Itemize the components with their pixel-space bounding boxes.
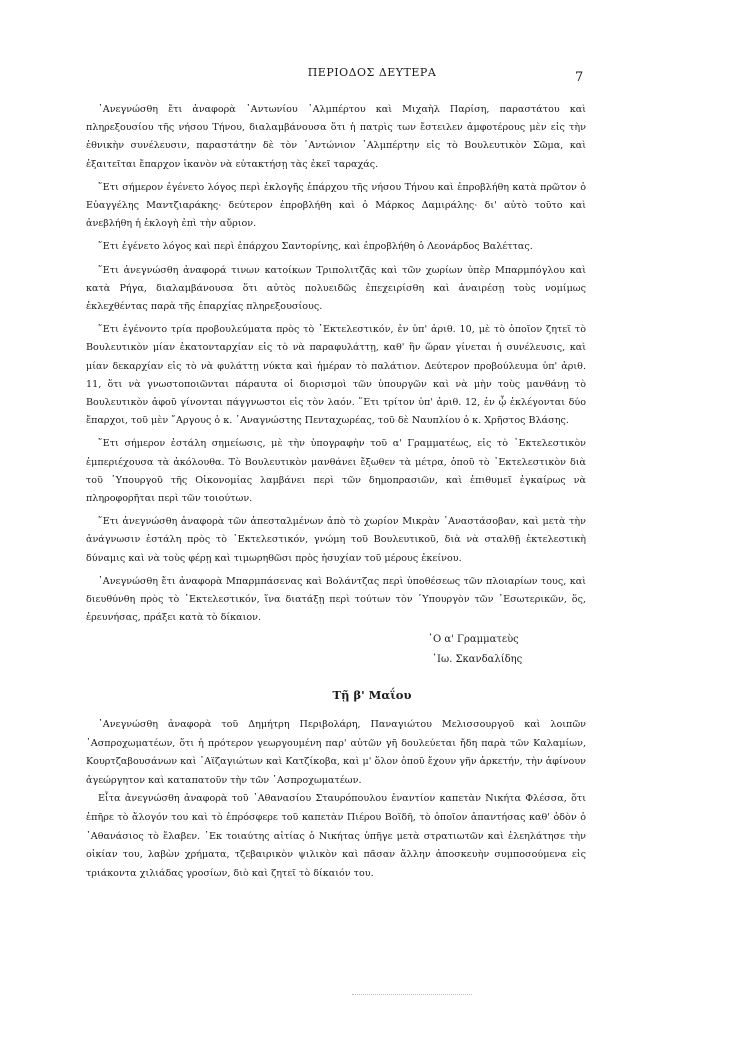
minutes-body: [86, 101, 586, 632]
section-heading: Τῇ β' Μαΐου: [332, 688, 412, 702]
paragraph: ῞Ετι ἀνεγνώσθη ἀναφορὰ τῶν ἀπεσταλμένων ἀπὸ τὸ χωρίον Μικρὰν ᾿Αναστάσοβαν, καὶ μετὰ τὴν ἀνάγνωσιν ἐστάλη πρὸς τὸ ᾿Εκτελεστικόν, γνώμη τοῦ Βουλευτικοῦ, διὰ νὰ σταλθῇ ἐκτελεστικὴ δύναμις καὶ νὰ τοὺς φέρῃ καὶ τιμωρηθῶσι πρὸς ἡσυχίαν τοῦ μέρους ἐκείνου.: [86, 516, 586, 564]
signature-title: ῾Ο α' Γραμματεὺς: [428, 634, 519, 645]
signature-name: ᾿Ιω. Σκανδαλίδης: [432, 654, 523, 665]
paragraph: ᾿Ανεγνώσθη ἔτι ἀναφορὰ Μπαρμπάσενας καὶ Βολάντζας περὶ ὑποθέσεως τῶν πλοιαρίων τους, καὶ διευθύνθη πρὸς τὸ ᾿Εκτελεστικόν, ἵνα διατάξῃ περὶ τούτων τὸν ῾Υπουργὸν τῶν ᾿Εσωτερικῶν, ὅς, ἐρευνήσας, πράξει κατὰ τὸ δίκαιον.: [86, 575, 586, 624]
paragraph: ᾿Ανεγνώσθη ἔτι ἀναφορὰ ᾿Αντωνίου ᾿Αλμπέρτου καὶ Μιχαὴλ Παρίση, παραστάτου καὶ πληρεξουσίου τῆς νήσου Τήνου, διαλαμβάνουσα ὅτι ἡ πατρὶς των ἔστειλεν ἀμφοτέρους μὲν εἰς τὴν ἐθνικὴν συνέλευσιν, παραστάτην δὲ τὸν ᾿Αντώνιον ᾿Αλμπέρτην εἰς τὸ Βουλευτικὸν Σῶμα, καὶ ἐξαιτεῖται ἔπαρχον ἱκανὸν νὰ εὐτακτήσῃ τὰς ἐκεῖ ταραχάς.: [86, 104, 586, 170]
running-title: ΠΕΡΙΟΔΟΣ ΔΕΥΤΕΡΑ: [307, 66, 437, 79]
paragraph: ῞Ετι σήμερον ἐγένετο λόγος περὶ ἐκλογῆς ἐπάρχου τῆς νήσου Τήνου καὶ ἐπροβλήθη κατὰ πρῶτον ὁ Εὐαγγέλης Μαντζιαράκης· δεύτερον ἐπροβλήθη καὶ ὁ Μάρκος Δαμιράλης· δι' αὐτὸ τοῦτο καὶ ἀνεβλήθη ἡ ἐκλογὴ ἐπὶ τὴν αὔριον.: [86, 181, 586, 230]
paragraph: ῞Ετι σήμερον ἐστάλη σημείωσις, μὲ τὴν ὑπογραφὴν τοῦ α' Γραμματέως, εἰς τὸ ᾿Εκτελεστικὸν ἐμπεριέχουσα τὰ ἀκόλουθα. Τὸ Βουλευτικὸν μανθάνει ἔξωθεν τὰ μέτρα, ὁποῦ τὸ ᾿Εκτελεστικὸν διὰ τοῦ ῾Υπουργοῦ τῆς Οἰκονομίας λαμβάνει περὶ τῶν δημοπρασιῶν, καὶ ἐπιθυμεῖ ἐγκαίρως νὰ πληροφορῆται περὶ τῶν τοιούτων.: [86, 438, 586, 505]
section-body: [86, 716, 586, 883]
paragraph: ῞Ετι ἐγένετο λόγος καὶ περὶ ἐπάρχου Σαντορίνης, καὶ ἐπροβλήθη ὁ Λεονάρδος Βαλέττας.: [98, 241, 533, 253]
paragraph: ᾿Ανεγνώσθη ἀναφορὰ τοῦ Δημήτρη Περιβολάρη, Παναγιώτου Μελισσουργοῦ καὶ λοιπῶν ᾿Ασπροχωματέων, ὅτι ἡ πρότερον γεωργουμένη παρ' αὐτῶν γῆ δουλεύεται ἤδη παρὰ τῶν Καλαμίων, Κουρτζαβουσάνων καὶ ᾿Αϊζαγιώτων καὶ Κατζίκοβα, καὶ μ' ὅλον ὁποῦ ἔχουν γῆν ἀρκετήν, τὴν ἀφίνουν ἀγεώργητον καὶ καταπατοῦν τὴν τῶν ᾿Ασπροχωματέων.: [86, 719, 586, 786]
page-bottom-mark: [352, 994, 472, 996]
paragraph: Εἶτα ἀνεγνώσθη ἀναφορὰ τοῦ ᾿Αθανασίου Σταυρόπουλου ἐναντίον καπετὰν Νικήτα Φλέσσα, ὅτι ἐπῆρε τὸ ἄλογόν του καὶ τὸ ἐπρόσφερε τοῦ καπετὰν Πιέρου Βοϊδῆ, τὸ ὁποῖον ἀπαντήσας καθ' ὁδὸν ὁ ᾿Αθανάσιος τὸ ἔλαβεν. ᾿Εκ τοιαύτης αἰτίας ὁ Νικήτας ὑπῆγε μετὰ στρατιωτῶν καὶ ἐλεηλάτησε τὴν οἰκίαν του, λαβὼν χρήματα, τζεβαιρικὸν ψιλικὸν καὶ πᾶσαν ἄλλην ἀποσκευὴν συμποσούμενα εἰς τριάκοντα χιλιάδας γροσίων, διὸ καὶ ζητεῖ τὸ δίκαιόν του.: [86, 793, 586, 879]
paragraph: ῞Ετι ἀνεγνώσθη ἀναφορά τινων κατοίκων Τριπολιτζᾶς καὶ τῶν χωρίων ὑπὲρ Μπαρμπόγλου καὶ κατὰ Ρήγα, διαλαμβάνουσα ὅτι αὐτὸς πολυειδῶς ἐπεχειρίσθη καὶ ἀναιρέσῃ τοὺς νομίμως ἐκλεχθέντας παρὰ τῆς ἐπαρχίας πληρεξουσίους.: [86, 264, 586, 313]
page-number: 7: [575, 70, 584, 85]
signature-block: [428, 630, 522, 670]
paragraph: ῞Ετι ἐγένοντο τρία προβουλεύματα πρὸς τὸ ᾿Εκτελεστικόν, ἐν ὑπ' ἀριθ. 10, μὲ τὸ ὁποῖον ζητεῖ τὸ Βουλευτικὸν μίαν ἑκατονταρχίαν εἰς τὸ νὰ παραφυλάττῃ, καθ' ἣν ὥραν γίνεται ἡ συνέλευσις, καὶ μίαν δεκαρχίαν εἰς τὸ νὰ φυλάττῃ νύκτα καὶ ἡμέραν τὸ παλάτιον. Δεύτερον προβούλευμα ὑπ' ἀριθ. 11, ὅτι νὰ γνωστοποιῶνται πάραυτα οἱ διορισμοὶ τῶν ὑπουργῶν καὶ νὰ μὴν τοὺς μανθάνῃ τὸ Βουλευτικὸν ἀφοῦ γίνονται πάγγνωστοι εἰς τὸν λαόν. ῞Ετι τρίτον ὑπ' ἀριθ. 12, ἐν ᾧ ἐκλέγονται δύο ἔπαρχοι, τοῦ μὲν ῎Αργους ὁ κ. ᾿Αναγνώστης Πενταχωρέας, τοῦ δὲ Ναυπλίου ὁ κ. Χρῆστος Βλάσης.: [86, 324, 586, 427]
